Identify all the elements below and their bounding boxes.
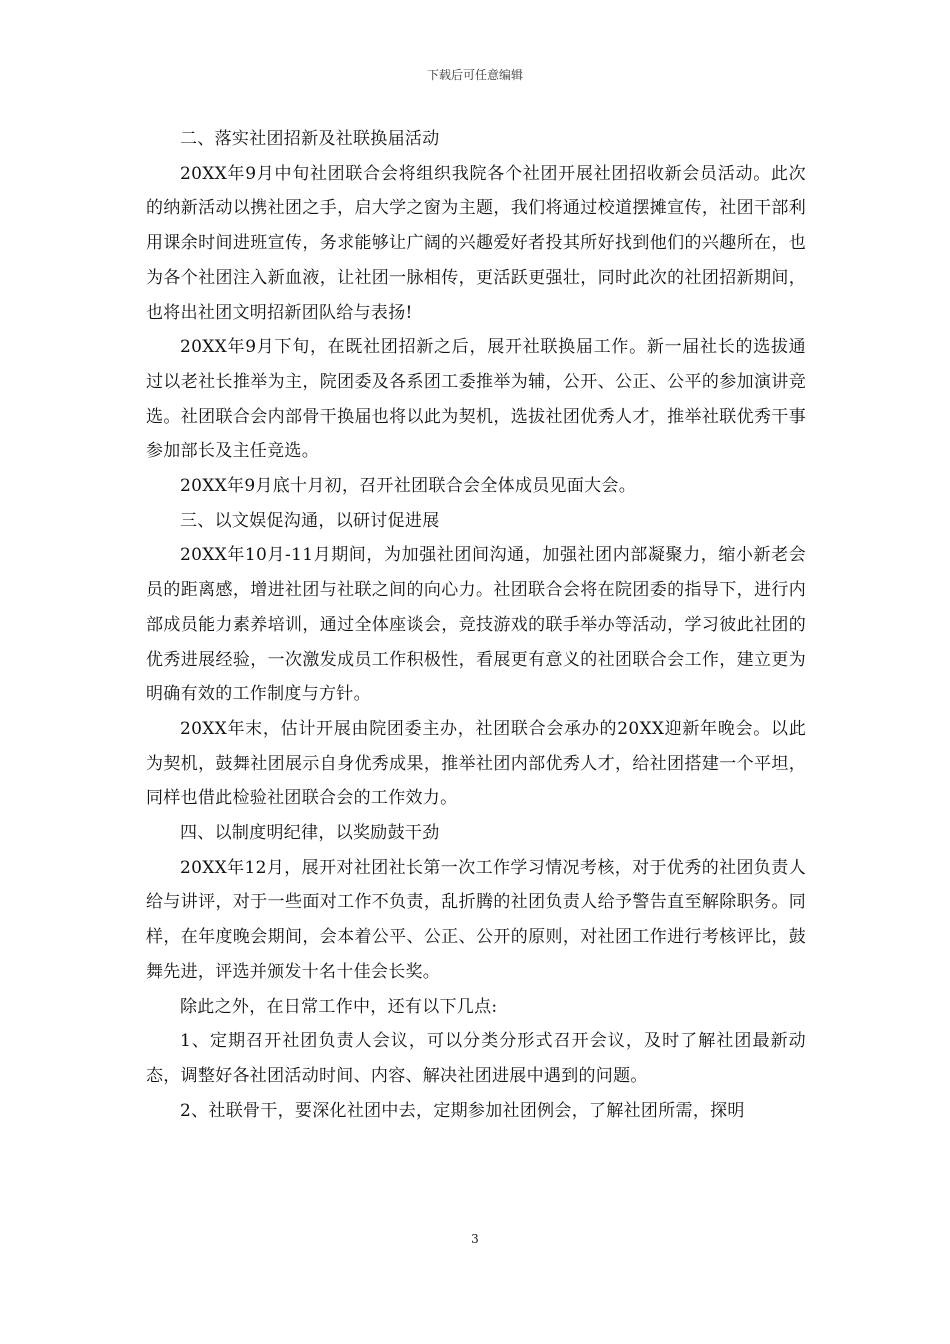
body-paragraph: 20XX年9月下旬，在既社团招新之后，展开社联换届工作。新一届社长的选拔通过以老社长推举为主，院团委及各系团工委推举为辅，公开、公正、公平的参加演讲竞选。社团联合会内部骨干换届也将以此为契机，选拔社团优秀人才，推举社联优秀干事参加部长及主任竞选。 (146, 337, 806, 462)
list-item: 1、定期召开社团负责人会议，可以分类分形式召开会议，及时了解社团最新动态，调整好各社团活动时间、内容、解决社团进展中遇到的问题。 (146, 1031, 806, 1086)
page-number: 3 (471, 1232, 479, 1246)
body-paragraph: 20XX年9月中旬社团联合会将组织我院各个社团开展社团招收新会员活动。此次的纳新活动以携社团之手，启大学之窗为主题，我们将通过校道摆摊宣传，社团干部利用课余时间进班宣传，务求能够让广阔的兴趣爱好者投其所好找到他们的兴趣所在，也为各个社团注入新血液，让社团一脉相传，更活跃更强壮，同时此次的社团招新期间，也将出社团文明招新团队给与表扬! (146, 163, 806, 323)
page-header-note: 下载后可任意编辑 (426, 68, 523, 82)
body-paragraph: 20XX年10月-11月期间，为加强社团间沟通，加强社团内部凝聚力，缩小新老会员的距离感，增进社团与社联之间的向心力。社团联合会将在院团委的指导下，进行内部成员能力素养培训，通过全体座谈会，竞技游戏的联手举办等活动，学习彼此社团的优秀进展经验，一次激发成员工作积极性，看展更有意义的社团联合会工作，建立更为明确有效的工作制度与方针。 (146, 545, 806, 705)
section-heading: 四、以制度明纪律，以奖励鼓干劲 (180, 823, 440, 844)
section-heading: 二、落实社团招新及社联换届活动 (180, 129, 440, 149)
list-item: 2、社联骨干，要深化社团中去，定期参加社团例会，了解社团所需，探明 (180, 1100, 745, 1121)
body-paragraph: 20XX年12月，展开对社团社长第一次工作学习情况考核，对于优秀的社团负责人给与讲评，对于一些面对工作不负责，乱折腾的社团负责人给予警告直至解除职务。同样，在年度晚会期间，会本着公平、公正、公开的原则，对社团工作进行考核评比，鼓舞先进，评选并颁发十名十佳会长奖。 (146, 857, 806, 982)
body-paragraph: 20XX年9月底十月初，召开社团联合会全体成员见面大会。 (180, 476, 637, 497)
body-paragraph: 20XX年末，估计开展由院团委主办，社团联合会承办的20XX迎新年晚会。以此为契机，鼓舞社团展示自身优秀成果，推举社团内部优秀人才，给社团搭建一个平坦，同样也借此检验社团联合会的工作效力。 (146, 718, 806, 809)
body-paragraph: 除此之外，在日常工作中，还有以下几点: (180, 996, 498, 1017)
section-heading: 三、以文娱促沟通，以研讨促进展 (180, 510, 440, 531)
document-body (146, 122, 806, 1128)
